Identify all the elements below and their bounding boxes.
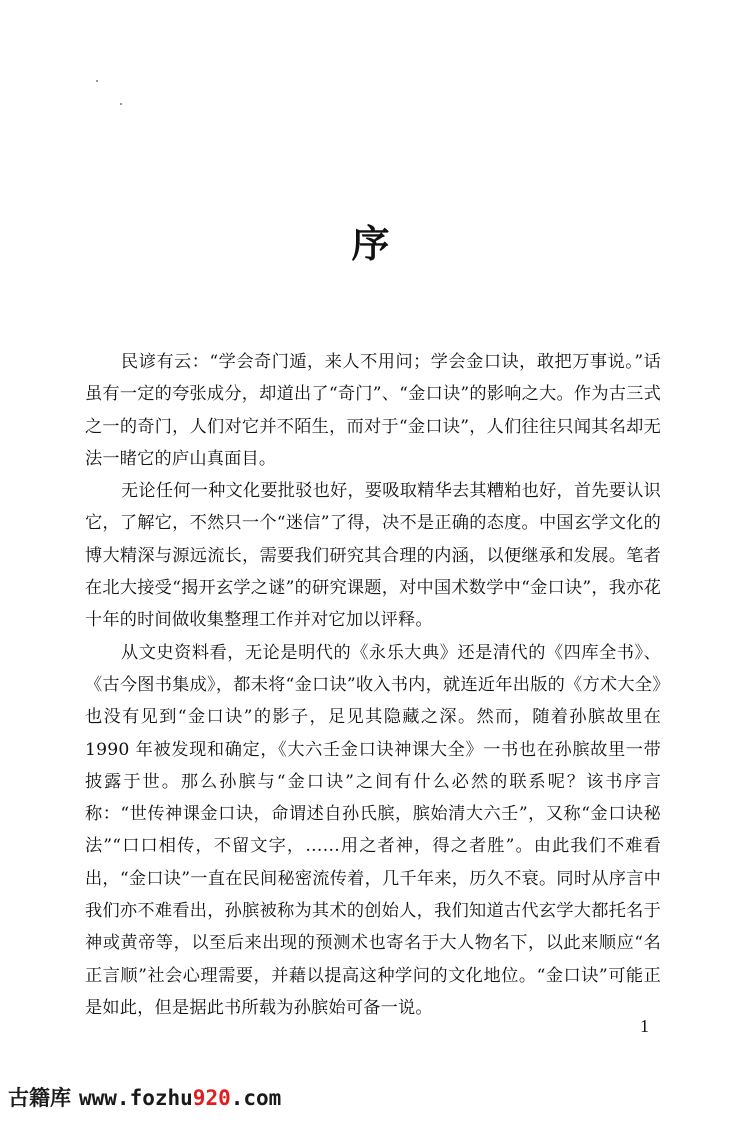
- watermark-url-accent: 920: [192, 1086, 231, 1110]
- page-number: 1: [640, 1016, 649, 1036]
- scan-speck: [120, 103, 122, 105]
- watermark-url-prefix: www.fozhu: [79, 1086, 193, 1110]
- body-text: [85, 346, 661, 1024]
- paragraph: 无论任何一种文化要批驳也好，要吸取精华去其糟粕也好，首先要认识它，了解它，不然只一个“迷信”了得，决不是正确的态度。中国玄学文化的博大精深与源远流长，需要我们研究其合理的内涵，以便继承和发展。笔者在北大接受“揭开玄学之谜”的研究课题，对中国术数学中“金口诀”，我亦花十年的时间做收集整理工作并对它加以评释。: [85, 481, 661, 631]
- site-watermark: [8, 1082, 281, 1112]
- watermark-label: 古籍库: [8, 1086, 71, 1110]
- paragraph: 从文史资料看，无论是明代的《永乐大典》还是清代的《四库全书》、《古今图书集成》，都未将“金口诀”收入书内，就连近年出版的《方术大全》也没有见到“金口诀”的影子，足见其隐藏之深。然而，随着孙膑故里在 1990 年被发现和确定，《大六壬金口诀神课大全》一书也在孙膑故里一带披露于世。那么孙膑与“金口诀”之间有什么必然的联系呢？该书序言称：“世传神课金口诀，命谓述自孙氏膑，膑始清大六壬”，又称“金口诀秘法”“口口相传，不留文字，……用之者神，得之者胜”。由此我们不难看出，“金口诀”一直在民间秘密流传着，几千年来，历久不衰。同时从序言中我们亦不难看出，孙膑被称为其术的创始人，我们知道古代玄学大都托名于神或黄帝等，以至后来出现的预测术也寄名于大人物名下，以此来顺应“名正言顺”社会心理需要，并藉以提高这种学问的文化地位。“金口诀”可能正是如此，但是据此书所载为孙膑始可备一说。: [85, 642, 661, 1018]
- scan-speck: [96, 80, 98, 82]
- paragraph: 民谚有云：“学会奇门遁，来人不用问；学会金口诀，敢把万事说。”话虽有一定的夸张成分，却道出了“奇门”、“金口诀”的影响之大。作为古三式之一的奇门，人们对它并不陌生，而对于“金口诀”，人们往往只闻其名却无法一睹它的庐山真面目。: [85, 352, 661, 469]
- page-title: 序: [351, 221, 392, 266]
- watermark-url-suffix: .com: [230, 1086, 282, 1110]
